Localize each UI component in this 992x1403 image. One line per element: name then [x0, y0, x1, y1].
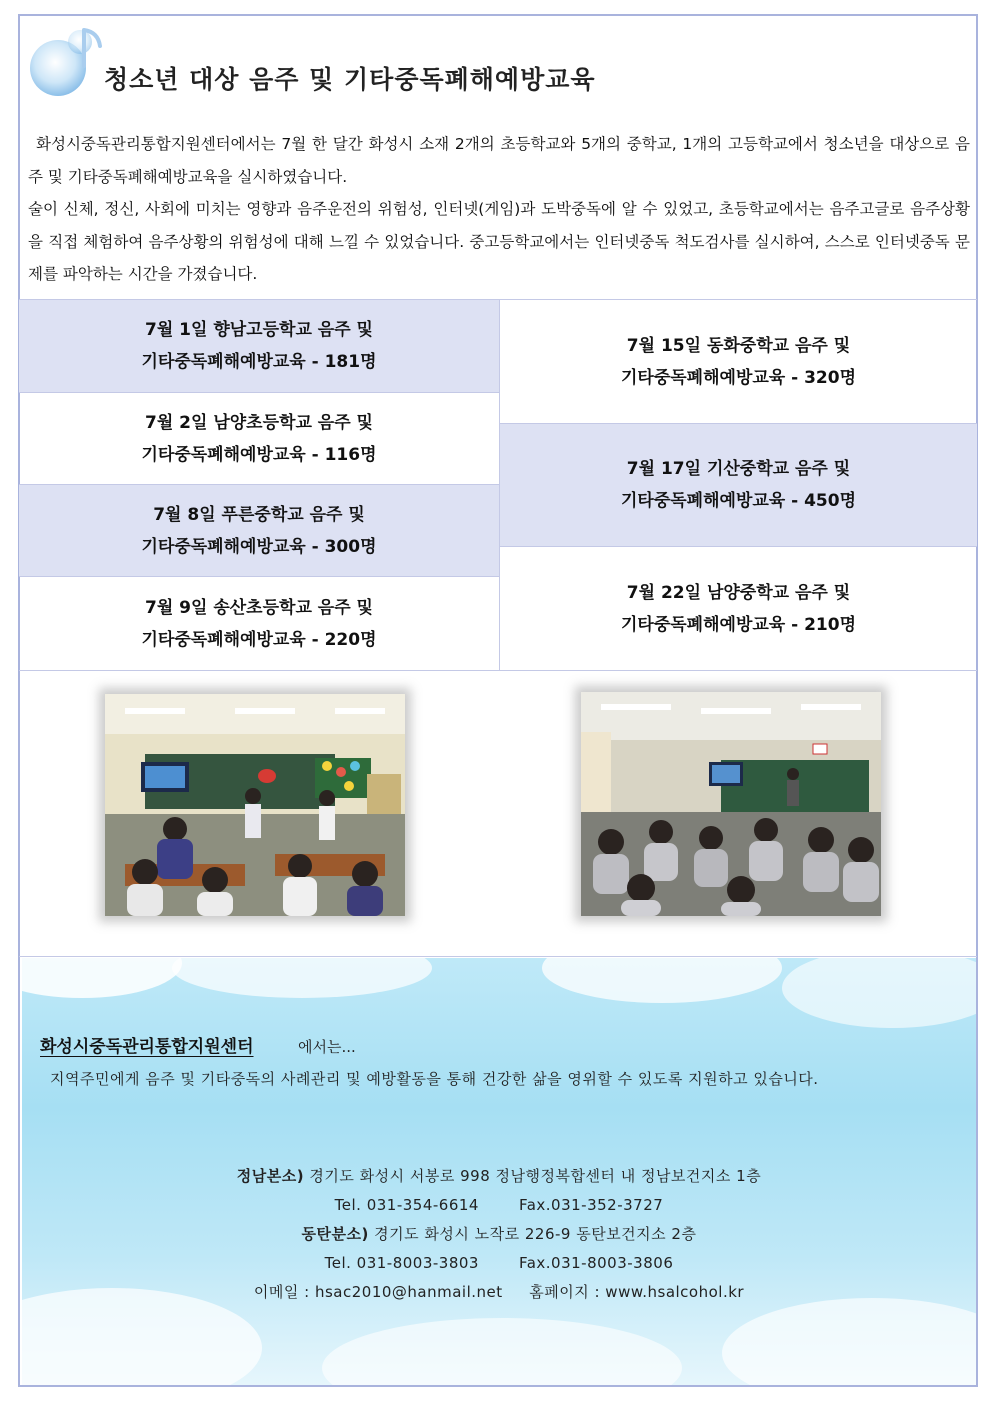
main-office-address: 경기도 화성시 서봉로 998 정남행정복합센터 내 정남보건지소 1층 — [309, 1167, 762, 1185]
cloud-decoration — [22, 958, 182, 998]
cloud-decoration — [322, 1318, 682, 1385]
page-title: 청소년 대상 음주 및 기타중독폐해예방교육 — [104, 65, 596, 94]
branch-office-label: 동탄분소) — [301, 1225, 369, 1243]
schedule-cell — [500, 300, 977, 424]
schedule-line-2: 기타중독폐해예방교육 - 220명 — [141, 629, 377, 650]
contact-info — [22, 1162, 976, 1307]
cloud-decoration — [782, 958, 976, 1028]
schedule-line-1: 7월 1일 향남고등학교 음주 및 — [145, 320, 373, 340]
cloud-decoration — [542, 958, 782, 1003]
schedule-table — [19, 299, 977, 671]
center-name: 화성시중독관리통합지원센터 — [40, 1037, 254, 1057]
schedule-cell — [19, 300, 499, 393]
schedule-cell — [500, 424, 977, 547]
intro-text — [28, 128, 970, 291]
branch-office-fax: Fax.031-8003-3806 — [518, 1254, 674, 1272]
schedule-line-2: 기타중독폐해예방교육 - 450명 — [620, 491, 857, 511]
main-office-label: 정남본소) — [236, 1167, 305, 1185]
intro-paragraph-2: 술이 신체, 정신, 사회에 미치는 영향과 음주운전의 위험성, 인터넷(게임)과 도박중독에 알 수 있었고, 초등학교에서는 음주고글로 음주상황을 직접 체험하여 음주상황의 위험성에 대해 느낄 수 있었습니다. 중고등학교에서는 인터넷중독 척도검사를 실시하여, 스스로 인터넷중독 문제를 파악하는 시간을 가졌습니다. — [28, 200, 970, 283]
schedule-column-right — [500, 300, 977, 670]
schedule-line-1: 7월 9일 송산초등학교 음주 및 — [145, 597, 373, 618]
homepage-label: 홈페이지 : — [529, 1283, 601, 1301]
schedule-line-1: 7월 22일 남양중학교 음주 및 — [626, 582, 851, 603]
intro-paragraph-1: 화성시중독관리통합지원센터에서는 7월 한 달간 화성시 소재 2개의 초등학교와 5개의 중학교, 1개의 고등학교에서 청소년을 대상으로 음주 및 기타중독폐해예방교육을 실시하였습니다. — [28, 135, 970, 186]
cloud-decoration — [722, 1298, 976, 1385]
email-label: 이메일 : — [253, 1283, 310, 1301]
homepage-link[interactable]: www.hsalcohol.kr — [605, 1283, 745, 1301]
schedule-line-2: 기타중독폐해예방교육 - 300명 — [141, 536, 377, 557]
main-office-fax: Fax.031-352-3727 — [518, 1196, 664, 1214]
schedule-cell — [19, 577, 499, 670]
schedule-line-2: 기타중독폐해예방교육 - 320명 — [620, 367, 857, 388]
classroom-photo-right — [581, 692, 881, 916]
schedule-line-1: 7월 8일 푸른중학교 음주 및 — [153, 504, 365, 525]
schedule-cell — [19, 485, 499, 577]
branch-office-tel: Tel. 031-8003-3803 — [324, 1254, 479, 1272]
schedule-line-2: 기타중독폐해예방교육 - 210명 — [620, 614, 857, 635]
music-note-bubble-icon — [22, 22, 112, 102]
cloud-decoration — [172, 958, 432, 998]
classroom-photo-left — [105, 694, 405, 916]
photo-section — [19, 670, 977, 957]
center-name-suffix: 에서는... — [298, 1038, 356, 1056]
email-link[interactable]: hsac2010@hanmail.net — [314, 1283, 503, 1301]
center-mission: 지역주민에게 음주 및 기타중독의 사례관리 및 예방활동을 통해 건강한 삶을 영위할 수 있도록 지원하고 있습니다. — [50, 1070, 819, 1088]
main-office-tel: Tel. 031-354-6614 — [334, 1196, 479, 1214]
classroom-photo-icon — [105, 694, 405, 916]
center-info-banner — [22, 958, 976, 1385]
schedule-line-1: 7월 15일 동화중학교 음주 및 — [626, 335, 851, 356]
classroom-photo-icon — [581, 692, 881, 916]
schedule-line-2: 기타중독폐해예방교육 - 181명 — [141, 352, 377, 372]
schedule-line-1: 7월 2일 남양초등학교 음주 및 — [145, 412, 373, 433]
schedule-line-1: 7월 17일 기산중학교 음주 및 — [626, 459, 851, 479]
schedule-line-2: 기타중독폐해예방교육 - 116명 — [141, 444, 377, 465]
schedule-cell — [500, 547, 977, 670]
branch-office-address: 경기도 화성시 노작로 226-9 동탄보건지소 2층 — [374, 1225, 697, 1243]
schedule-column-left — [19, 300, 500, 670]
schedule-cell — [19, 393, 499, 485]
